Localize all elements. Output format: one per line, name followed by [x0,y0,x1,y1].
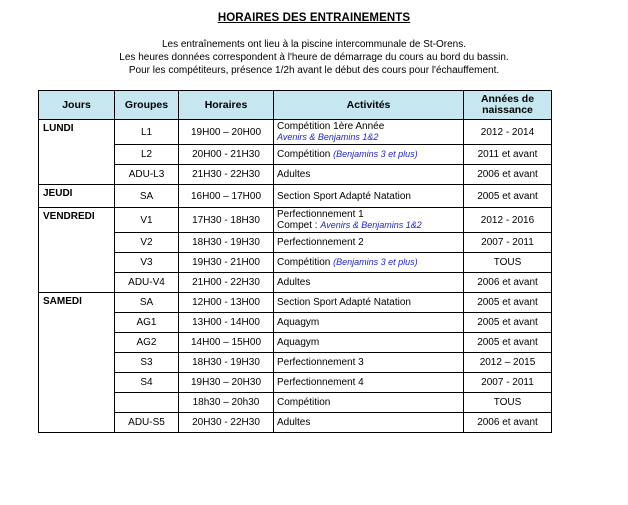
activite-text: Compétition 1ère Année [277,121,385,132]
activite-note: Avenirs & Benjamins 1&2 [320,220,422,230]
schedule-table [38,90,552,433]
cell-groupe: L1 [115,120,179,145]
table-header-row [39,91,552,120]
table-row [39,313,552,333]
header-activites: Activités [274,91,464,120]
table-row [39,208,552,233]
header-jours: Jours [39,91,115,120]
cell-annees: 2007 - 2011 [464,373,552,393]
cell-horaire: 14H00 – 15H00 [179,333,274,353]
table-row [39,165,552,185]
cell-activite: Perfectionnement 4 [274,373,464,393]
day-vendredi: VENDREDI [39,208,115,293]
cell-annees: 2005 et avant [464,185,552,208]
cell-annees: 2012 - 2016 [464,208,552,233]
cell-horaire: 13H00 - 14H00 [179,313,274,333]
cell-groupe: AG2 [115,333,179,353]
table-row [39,120,552,145]
activite-text: Compétition [277,149,331,160]
activite-note: (Benjamins 3 et plus) [333,257,418,267]
cell-activite: Compétition [274,393,464,413]
cell-groupe: ADU-V4 [115,273,179,293]
header-horaires: Horaires [179,91,274,120]
cell-horaire: 18H30 - 19H30 [179,353,274,373]
cell-activite: Perfectionnement 3 [274,353,464,373]
cell-horaire: 17H30 - 18H30 [179,208,274,233]
cell-horaire: 16H00 – 17H00 [179,185,274,208]
header-annees [464,91,552,120]
activite-text: Perfectionnement 1 [277,209,364,220]
cell-activite: Adultes [274,273,464,293]
cell-groupe: AG1 [115,313,179,333]
table-row [39,393,552,413]
cell-annees: 2007 - 2011 [464,233,552,253]
cell-horaire: 20H30 - 22H30 [179,413,274,433]
table-row [39,413,552,433]
cell-activite: Aquagym [274,313,464,333]
table-row [39,333,552,353]
cell-horaire: 19H00 – 20H00 [179,120,274,145]
intro-text [0,38,628,77]
table-row [39,145,552,165]
table-row [39,233,552,253]
cell-horaire: 18H30 - 19H30 [179,233,274,253]
cell-annees: 2006 et avant [464,165,552,185]
cell-horaire: 12H00 - 13H00 [179,293,274,313]
cell-activite: Aquagym [274,333,464,353]
header-annees-line2: naissance [482,104,533,116]
day-lundi: LUNDI [39,120,115,185]
table-row [39,373,552,393]
intro-line: Pour les compétiteurs, présence 1/2h avant le début des cours pour l'échauffement. [128,65,500,76]
cell-groupe: ADU-S5 [115,413,179,433]
cell-horaire: 21H00 - 22H30 [179,273,274,293]
cell-activite [274,253,464,273]
cell-groupe: ADU-L3 [115,165,179,185]
table-row [39,273,552,293]
day-samedi: SAMEDI [39,293,115,433]
cell-activite [274,120,464,145]
cell-activite [274,145,464,165]
cell-groupe: S3 [115,353,179,373]
cell-annees: 2012 – 2015 [464,353,552,373]
cell-horaire: 20H00 - 21H30 [179,145,274,165]
cell-activite: Section Sport Adapté Natation [274,185,464,208]
cell-groupe: V2 [115,233,179,253]
cell-groupe: L2 [115,145,179,165]
activite-note: (Benjamins 3 et plus) [333,149,418,159]
cell-activite: Adultes [274,413,464,433]
cell-annees: TOUS [464,393,552,413]
cell-activite [274,208,464,233]
cell-annees: 2012 - 2014 [464,120,552,145]
activite-text: Compétition [277,257,331,268]
activite-line2 [277,220,463,231]
cell-groupe: V3 [115,253,179,273]
cell-activite: Section Sport Adapté Natation [274,293,464,313]
table-row [39,253,552,273]
cell-annees: 2005 et avant [464,313,552,333]
cell-annees: 2006 et avant [464,273,552,293]
cell-annees: TOUS [464,253,552,273]
table-row [39,185,552,208]
table-row [39,293,552,313]
intro-line: Les heures données correspondent à l'heure de démarrage du cours au bord du bassin. [119,52,509,63]
intro-line: Les entraînements ont lieu à la piscine intercommunale de St-Orens. [161,39,467,50]
activite-note: Avenirs & Benjamins 1&2 [277,132,379,142]
activite-compet-label: Compet : [277,220,318,231]
cell-horaire: 21H30 - 22H30 [179,165,274,185]
page-title: HORAIRES DES ENTRAINEMENTS [217,12,411,24]
cell-annees: 2011 et avant [464,145,552,165]
cell-horaire: 19H30 - 21H00 [179,253,274,273]
cell-annees: 2005 et avant [464,293,552,313]
cell-groupe: SA [115,293,179,313]
table-row [39,353,552,373]
cell-annees: 2006 et avant [464,413,552,433]
cell-horaire: 18h30 – 20h30 [179,393,274,413]
cell-groupe [115,393,179,413]
cell-groupe: V1 [115,208,179,233]
header-groupes: Groupes [115,91,179,120]
cell-horaire: 19H30 – 20H30 [179,373,274,393]
cell-groupe: S4 [115,373,179,393]
header-annees-line1: Années de [480,93,535,105]
cell-activite: Adultes [274,165,464,185]
cell-activite: Perfectionnement 2 [274,233,464,253]
day-jeudi: JEUDI [39,185,115,208]
cell-groupe: SA [115,185,179,208]
cell-annees: 2005 et avant [464,333,552,353]
